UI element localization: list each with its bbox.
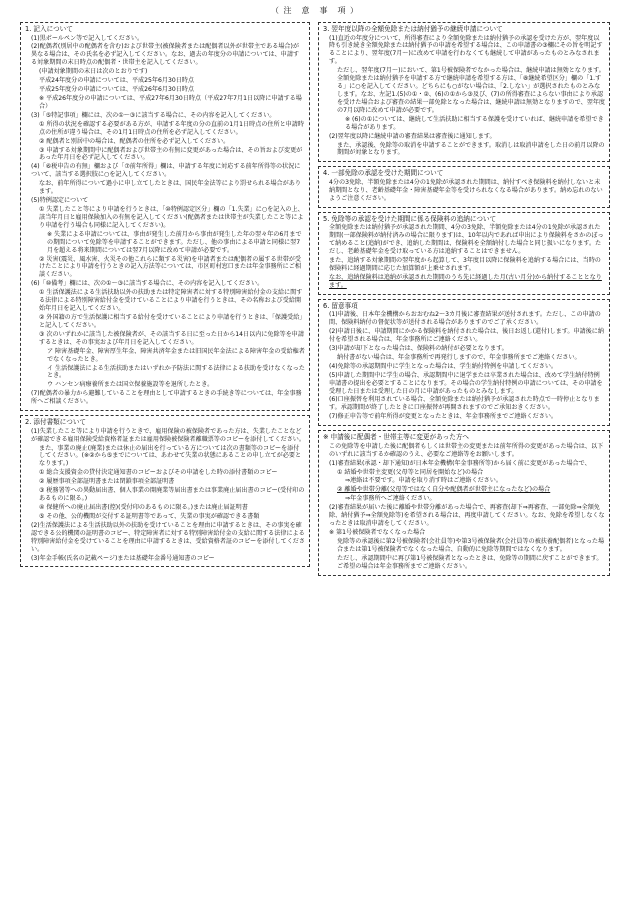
note-line: (3)年金手帳(氏名の記載ページ)または基礎年金番号通知書のコピー bbox=[31, 554, 215, 562]
note-line: ② 災害(震災、風水害、火災その他これらに類する災害)を申請者または配偶者の属する世帯が受けたことにより申請を行うときの記入方法等については、市区町村窓口または年金事務所にご相談ください。 bbox=[39, 255, 301, 279]
section-continuation-application bbox=[318, 22, 610, 162]
note-line: (5)特例認定について bbox=[31, 197, 89, 205]
note-line: ① 所得の状況を確認する必要がある方が、申請する年度の分の直前の1月1日時点の住所と申請時点の住所が違う場合は、その1月1日時点の住所を必ず記入してください。 bbox=[39, 120, 304, 136]
note-line: 全額免除または納付猶予が承認された期間、4分の3免除、半額免除または4分の1免除が承認された期間(一部保険料が納付済みの場合に限ります)は、10年以内であれば申出により保険料をさかのぼって納めること(追納)ができ、追納した期間は、保険料を全額納付した場合と同じ扱いになります。ただし、老齢基礎年金を受け取っている方は追納することはできません。 bbox=[329, 224, 604, 256]
section-attachments bbox=[20, 415, 310, 567]
note-line: ※ 失業による申請については、事由が発生した前月から事由が発生した年の翌々年の6月までの期間について免除等を申請することができます。ただし、他の事由による申請と同様に翌7月を超える将来期間については翌7月以降に改めて申請が必要です。 bbox=[47, 230, 302, 254]
note-line: なお、前年所得について過小に申し立てしたときは、国民年金法等により罰せられる場合があります。 bbox=[39, 180, 301, 196]
note-line: (2)翌年度以降に継続申請の審査結果は審査後に通知します。 bbox=[329, 132, 496, 140]
note-line: (1)審査結果(承認・却下通知)が日本年金機構(年金事務所等)から届く前に変更があった場合で、 bbox=[329, 459, 591, 467]
section-title: ※ 申請後に配偶者・世帯主等に変更があった方へ bbox=[323, 433, 470, 442]
note-line: また、事業の廃止(廃業)または休止の届出を行っている方については次の書類等のコピーを添付してください。(※②から⑤までについては、あわせて失業の状態にあることの申し立てが必要となります。) bbox=[39, 444, 302, 468]
note-line: ③ 申請する対象期間中に配偶者および世帯主の有無に変更があった場合は、その旨および変更があった年月日を必ず記入してください。 bbox=[39, 146, 303, 162]
note-line: ① 失業したこと等により申請を行うときは、「⑩特例認定区分」欄の「1.失業」に○を記入の上、該当年月日と雇用保険加入の有無を記入してください(配偶者または世帯主が失業したこと等により申請を行う場合も同様に記入してください)。 bbox=[39, 206, 304, 229]
section-notices bbox=[318, 299, 610, 427]
note-line: (3)「⑤特記事項」欄には、次の①～③に該当する場合に、その内容を記入してください。 bbox=[31, 111, 276, 119]
note-line: ② 外国籍の方で生活保護に相当する給付を受けていることにより申請を行うときは、「保護受給」と記入してください。 bbox=[39, 313, 303, 329]
note-line: 4分の3免除、半額免除または4分の1免除が承認された期間は、納付すべき保険料を納付しないと未納期間となり、老齢基礎年金・障害基礎年金等を受けられなくなる場合があります。納め忘れのないようご注意ください。 bbox=[329, 178, 603, 202]
note-line: (6)口座振替を利用されている場合、全額免除または納付猶予が承認された時点で一時停止となります。承認期間が終了したときに口座振替が再開されますのでご承知おきください。 bbox=[329, 396, 600, 412]
note-line: (2)配偶者(別居中の配偶者を含む)および世帯主(被保険者または配偶者以外が世帯主である場合)が異なる場合は、その氏名を必ず記入してください。なお、過去の年度分の申請については、申請する対象期間の末日時点の配偶者・世帯主を記入してください。 bbox=[31, 43, 300, 67]
note-line: (2)申請日後に、申請期間にかかる保険料を納付された場合は、後日お返し(還付)します。申請後に納付を希望される場合は、年金事務所にご連絡ください。 bbox=[329, 328, 604, 343]
note-line: ア 障害基礎年金、障害厚生年金、障害共済年金または旧国民年金法による障害年金の受給権者でなくなったとき。 bbox=[47, 347, 305, 363]
note-line: ※ 第1号被保険者でなくなった場合 bbox=[329, 528, 426, 536]
note-line: (2)審査結果が届いた後に離婚や世帯分離があった場合で、再審査(却下⇒再審査、一部免除⇒全額免除、納付猶予⇒全額免除等)を希望される場合は、再度申請してください。なお、免除を希望しなくなったときは取消申請をしてください。 bbox=[329, 504, 605, 528]
left-column bbox=[20, 22, 310, 571]
section-title: 1. 記入について bbox=[25, 25, 73, 33]
note-line: ① 結婚や世帯主変更(父母等と同居を開始など)の場合 bbox=[337, 468, 484, 476]
note-line: ウ ハンセン病療養所または国立保養施設等を退所したとき。 bbox=[47, 381, 214, 389]
note-line: ③ 次のいずれかに該当した被保険者が、その該当する日に至った日から14日以内に免除等を申請するときは、その事実および年月日を記入してください。 bbox=[39, 330, 304, 346]
note-line: ② 配偶者と別居中の場合は、配偶者の住所を必ず記入してください。 bbox=[39, 137, 230, 145]
note-line: (申請対象期間の末日は次のとおりです) bbox=[39, 68, 148, 76]
note-line: ※ (6)の①については、継続して生活扶助に相当する保護を受けていれば、継続申請を希望できる場合があります。 bbox=[345, 115, 604, 131]
note-line: (7)配偶者の暴力から避難していることを理由として申請するときの手続き等については、年金事務所へご相談ください。 bbox=[31, 390, 302, 406]
section-entry-notes bbox=[20, 22, 310, 411]
section-additional-payment bbox=[318, 212, 610, 295]
note-line: (2)生活保護法による生活扶助以外の扶助を受けていることを理由に申請するときは、その事実を確認できる公的機関の証明書のコピー、特定障害者に対する特別障害給付金の支給に関する法律による特別障害給付金を受けていることを理由に申請するときは、受給資格者証のコピーを添付してください。 bbox=[31, 521, 305, 553]
note-line: ただし、翌年度(7月～)において、第1号被保険者でなかった場合は、継続申請は無効となります。全額免除または納付猶予を申請する方で継続申請を希望する方は、「⑧継続希望区分」欄の「1.する」に○を記入してください。どちらにも○がない場合は、「2.しない」が選択されたものとみなします。なお、左記1.(5)の①・②、(6)の①から③及び、(7)の所得審査によらない事由により承認を受けた場合および審査の結果一部免除となった場合は、継続申請は無効となりますので、翌年度の7月以降に改めて申請が必要です。 bbox=[337, 67, 606, 114]
note-line: (1)申請後、日本年金機構からおおむね2～3カ月後に審査結果が送付されます。ただし、この申請の間、保険料納付の督促状等が送付される場合がありますのでご了承ください。 bbox=[329, 311, 601, 327]
note-line: (6)「⑩備考」欄には、次の①～③に該当する場合に、その内容を記入してください。 bbox=[31, 280, 264, 288]
note-line: ⑤ その他、公的機関が交付する証明書等であって、失業の事実が確認できる書類 bbox=[39, 512, 260, 520]
note-line: (4)免除等の承認期間中に学生となった場合は、学生納付特例を申請してください。 bbox=[329, 362, 558, 370]
note-line: ① 生活保護法による生活扶助以外の扶助または特定障害者に対する特別障害給付金の支給に関する法律による特別障害給付金を受けていることにより申請を行うときは、その名称および受給開始年月日を記入してください。 bbox=[39, 289, 303, 313]
note-line: 免除等の承認後に第2号被保険者(会社員等)や第3号被保険者(会社員等の被扶養配偶者)となった場合または第1号被保険者でなくなった場合、自動的に免除等期間ではなくなります。 bbox=[337, 537, 605, 553]
note-line: 平成25年度分の申請については、平成26年6月30日時点 bbox=[39, 86, 194, 94]
note-line: この免除等を申請した後に配偶者もしくは世帯主の変更または前年所得の変更があった場合は、以下のいずれに該当するか確認のうえ、必要なご連絡等をお願いします。 bbox=[329, 442, 604, 458]
note-line: 納付書がない場合は、年金事務所で再発行しますので、年金事務所までご連絡ください。 bbox=[337, 353, 581, 361]
note-line: (5)申請した期間中に学生の場合、承認期間中に退学または卒業された場合は、改めて学生納付特例申請書の提出を必要とすることになります。その場合の学生納付特例の申請については、その申請を受理した日または受理した日の月に申請があったものとみなします。 bbox=[329, 371, 603, 395]
note-line: (7)修正申告等で前年所得が変更となったときは、年金事務所までご連絡ください。 bbox=[329, 413, 558, 421]
section-title: 3. 翌年度以降の全額免除または納付猶予の継続申請について bbox=[323, 25, 503, 33]
note-line: ⇒年金事務所へご連絡ください。 bbox=[345, 495, 436, 503]
note-line: ※ 平成26年度分の申請については、平成27年6月30日時点（平成27年7月1日以降に申請する場合） bbox=[39, 95, 302, 110]
note-line: (3)申請が却下となった場合は、保険料の納付が必要となります。 bbox=[329, 344, 508, 352]
note-line: なお、追納保険料は追納が承認された期間のうち先に経過した月(古い月分)から納付することとなります。 bbox=[329, 273, 602, 289]
section-partial-exemption bbox=[318, 166, 610, 207]
section-changes-after-application bbox=[318, 430, 610, 575]
note-line: イ 生活保護法による生活扶助またはいずれか予防法に関する法律による扶助を受けなくなったとき。 bbox=[47, 364, 305, 380]
page-title: （ 注 意 事 項 ） bbox=[270, 6, 360, 15]
section-title: 5. 免除等の承認を受けた期間に係る保険料の追納について bbox=[323, 214, 497, 223]
note-line: ② 離婚や世帯分離(父母等ではなく自分や配偶者が世帯主になったなど)の場合 bbox=[337, 486, 551, 494]
note-line: ④ 保健所への廃止届出書(控)(受付印のあるものに限る。)または廃止届証明書 bbox=[39, 503, 248, 511]
note-line: ただし、承認期間中に再び第1号被保険者となったときは、免除等の期間に戻すことができます。ご希望の場合は年金事務所までご連絡ください。 bbox=[337, 554, 603, 570]
section-title: 4. 一部免除の承認を受けた期間について bbox=[323, 169, 444, 178]
section-title: 2. 添付書類について bbox=[25, 418, 87, 427]
note-line: ③ 税務署等への異動届出書、個人事業の開廃業等届出書または事業廃止届出書のコピー(受付印のあるものに限る。) bbox=[39, 487, 305, 503]
note-line: ⇒連絡は不要です。申請を取り消す時はご連絡ください。 bbox=[345, 477, 502, 485]
note-line: (1)直近の年度分について、所得審査により全額免除または納付猶予の承認を受けた方が、翌年度以降も引き続き全額免除または納付猶予の申請を希望する場合は、この申請書の③欄にその旨を明記することにより、翌年度(7月～)に改めて申請を行わなくても継続して申請があったものとみなされます。 bbox=[329, 34, 603, 66]
note-line: (1)黒ボールペン等で記入してください。 bbox=[31, 34, 144, 42]
note-line: (4)「⑥税申告の有無」欄および「⑦前年所得」欄は、申請する年度に対応する前年所得等の状況について、該当する選択肢に○を記入してください。 bbox=[31, 163, 301, 179]
note-line: ② 履歴事項全部証明書または閉鎖事項全部証明書 bbox=[39, 478, 175, 486]
note-line: (1)失業したこと等により申請を行うときで、雇用保険の被保険者であった方は、失業したことなどが確認できる雇用保険受給資格者証または雇用保険被保険者離職票等のコピーを添付してください。 bbox=[31, 427, 305, 443]
note-line: 平成24年度分の申請については、平成25年6月30日時点 bbox=[39, 77, 194, 85]
note-line: ① 総合支援資金の貸付決定通知書のコピーおよびその申請をした時の添付書類のコピー bbox=[39, 469, 278, 477]
section-title: 6. 留意事項 bbox=[323, 301, 358, 310]
note-line: また、承認後、免除等の取消を申請することができます。取消しは取消申請をした日の前月以降の期間が対象となります。 bbox=[337, 141, 605, 157]
right-column bbox=[318, 22, 610, 580]
note-line: また、追納する対象期間の翌年度から起算して、3年度目以降に保険料を追納する場合には、当時の保険料に経過期間に応じた加算額が上乗せされます。 bbox=[329, 256, 601, 272]
